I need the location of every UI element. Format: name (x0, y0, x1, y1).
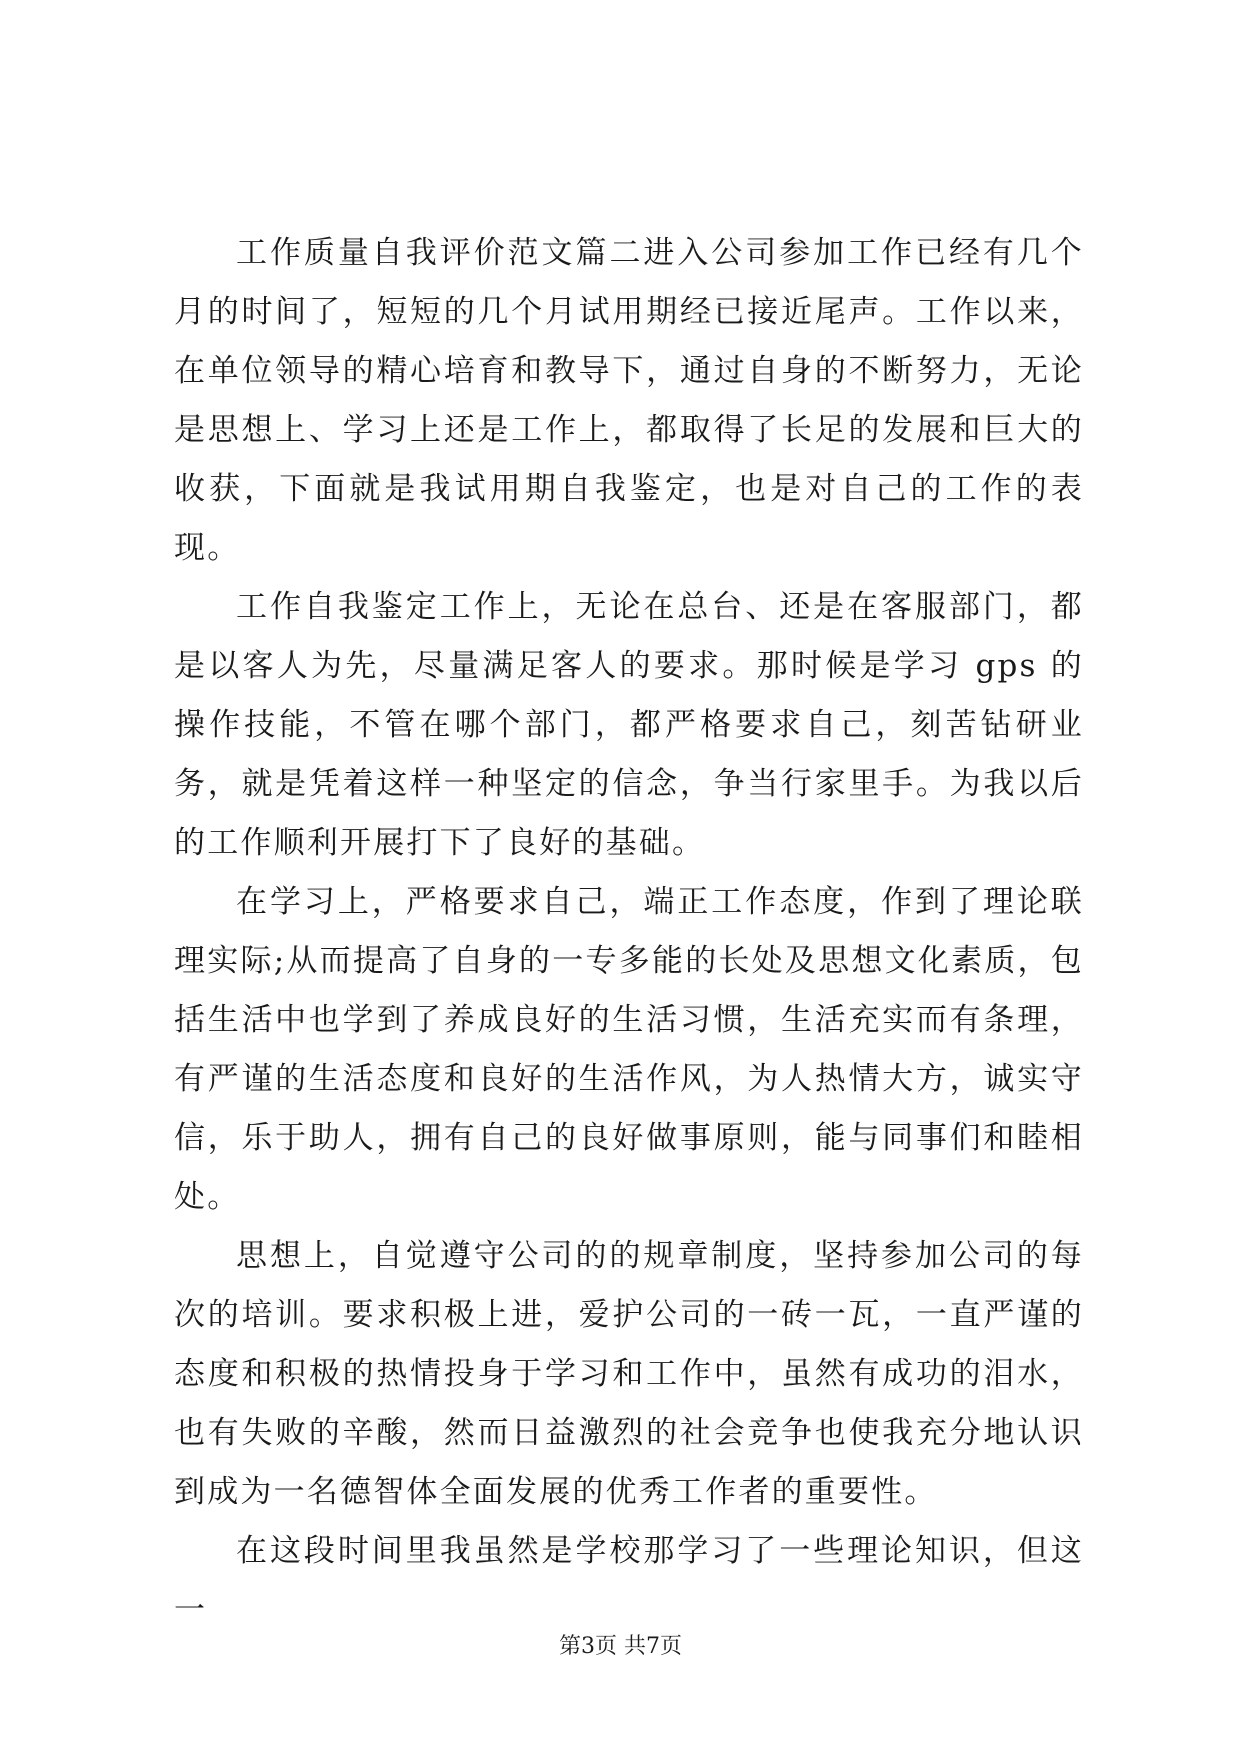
paragraph-4: 思想上，自觉遵守公司的的规章制度，坚持参加公司的每次的培训。要求积极上进，爱护公司的一砖一瓦，一直严谨的态度和积极的热情投身于学习和工作中，虽然有成功的泪水，也有失败的辛酸，然而日益激烈的社会竞争也使我充分地认识到成为一名德智体全面发展的优秀工作者的重要性。 (174, 1238, 1084, 1510)
paragraph-5: 在这段时间里我虽然是学校那学习了一些理论知识，但这一 (174, 1533, 1084, 1628)
paragraph-1: 工作质量自我评价范文篇二进入公司参加工作已经有几个月的时间了，短短的几个月试用期经已接近尾声。工作以来，在单位领导的精心培育和教导下，通过自身的不断努力，无论是思想上、学习上还是工作上，都取得了长足的发展和巨大的收获，下面就是我试用期自我鉴定，也是对自己的工作的表现。 (174, 235, 1084, 566)
page-footer: 第3页 共7页 (559, 1634, 682, 1659)
document-body (174, 224, 1084, 1640)
paragraph-3: 在学习上，严格要求自己，端正工作态度，作到了理论联理实际;从而提高了自身的一专多能的长处及思想文化素质，包括生活中也学到了养成良好的生活习惯，生活充实而有条理，有严谨的生活态度和良好的生活作风，为人热情大方，诚实守信，乐于助人，拥有自己的良好做事原则，能与同事们和睦相处。 (174, 884, 1084, 1215)
paragraph-2: 工作自我鉴定工作上，无论在总台、还是在客服部门，都是以客人为先，尽量满足客人的要求。那时候是学习 gps 的操作技能，不管在哪个部门，都严格要求自己，刻苦钻研业务，就是凭着这样一种坚定的信念，争当行家里手。为我以后的工作顺利开展打下了良好的基础。 (174, 589, 1084, 861)
